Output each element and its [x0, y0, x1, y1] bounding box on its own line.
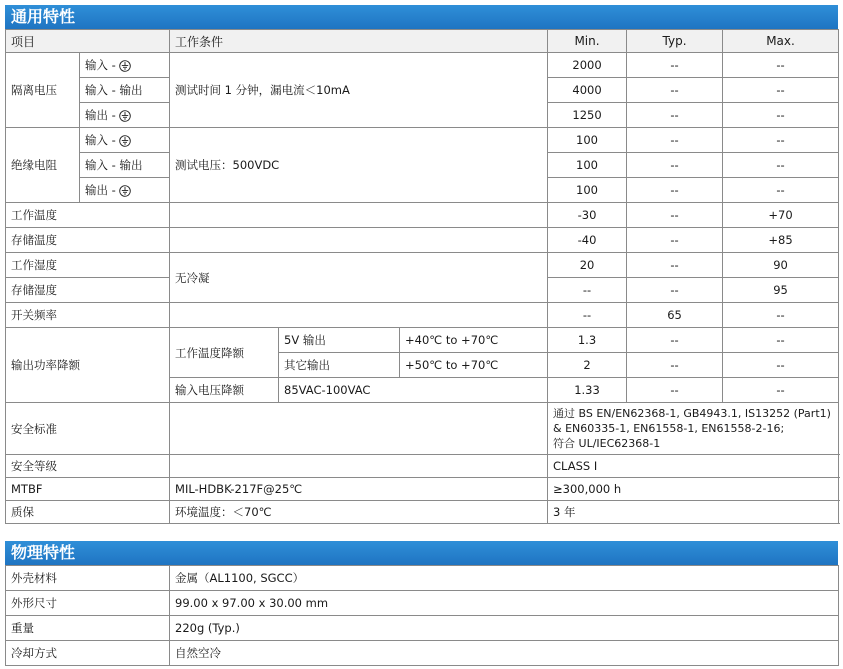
- safety-class-label: 安全等级: [6, 455, 170, 478]
- cell-max: --: [723, 53, 839, 78]
- table-row: [6, 616, 839, 641]
- cell-min: 100: [548, 178, 627, 203]
- table-row: [6, 455, 839, 478]
- derating-voltage-label: 输入电压降额: [170, 378, 279, 403]
- cell-max: --: [723, 128, 839, 153]
- physical-label: 外形尺寸: [6, 591, 170, 616]
- cell-min: 2000: [548, 53, 627, 78]
- st-temp-condition: [170, 228, 548, 253]
- ground-icon: [119, 135, 131, 147]
- mtbf-label: MTBF: [6, 478, 170, 501]
- switch-freq-label: 开关频率: [6, 303, 170, 328]
- st-temp-label: 存储温度: [6, 228, 170, 253]
- cell-max: --: [723, 378, 839, 403]
- ground-icon: [119, 60, 131, 72]
- warranty-value: 3 年: [548, 501, 839, 524]
- st-hum-label: 存储湿度: [6, 278, 170, 303]
- cell-typ: --: [627, 203, 723, 228]
- insulation-sub: 输入 -: [80, 128, 170, 153]
- cell-typ: --: [627, 53, 723, 78]
- safety-std-line: & EN60335-1, EN61558-1, EN61558-2-16;: [553, 422, 785, 435]
- cell-max: --: [723, 103, 839, 128]
- derating-label: 输出功率降额: [6, 328, 170, 403]
- general-section-title: 通用特性: [5, 5, 838, 29]
- table-row: [6, 203, 839, 228]
- cell-typ: --: [627, 228, 723, 253]
- isolation-sub: 输入 -: [80, 53, 170, 78]
- cell-min: --: [548, 278, 627, 303]
- cell-min: 1.33: [548, 378, 627, 403]
- physical-value: 220g (Typ.): [170, 616, 839, 641]
- insulation-sub: 输出 -: [80, 178, 170, 203]
- cell-min: 2: [548, 353, 627, 378]
- general-specs-table: [5, 29, 839, 524]
- cell-typ: --: [627, 253, 723, 278]
- physical-value: 自然空冷: [170, 641, 839, 666]
- table-row: [6, 403, 839, 455]
- insulation-label: 绝缘电阻: [6, 128, 80, 203]
- safety-std-value: [548, 403, 839, 455]
- physical-label: 重量: [6, 616, 170, 641]
- derating-output: 5V 输出: [279, 328, 400, 353]
- header-item: 项目: [6, 30, 170, 53]
- table-row: [6, 501, 839, 524]
- table-row: [6, 591, 839, 616]
- cell-typ: --: [627, 103, 723, 128]
- physical-label: 外壳材料: [6, 566, 170, 591]
- derating-range: +40℃ to +70℃: [400, 328, 548, 353]
- warranty-condition: 环境温度：＜70℃: [170, 501, 548, 524]
- op-hum-label: 工作湿度: [6, 253, 170, 278]
- physical-section-title: 物理特性: [5, 541, 838, 565]
- cell-min: -40: [548, 228, 627, 253]
- cell-min: 20: [548, 253, 627, 278]
- cell-typ: 65: [627, 303, 723, 328]
- insulation-sub: 输入 - 输出: [80, 153, 170, 178]
- isolation-label: 隔离电压: [6, 53, 80, 128]
- header-condition: 工作条件: [170, 30, 548, 53]
- derating-temp-label: 工作温度降额: [170, 328, 279, 378]
- table-row: [6, 228, 839, 253]
- table-row: [6, 303, 839, 328]
- cell-min: --: [548, 303, 627, 328]
- isolation-condition: 测试时间 1 分钟，漏电流＜10mA: [170, 53, 548, 128]
- cell-typ: --: [627, 353, 723, 378]
- cell-min: 4000: [548, 78, 627, 103]
- table-row: [6, 53, 839, 78]
- cell-max: --: [723, 153, 839, 178]
- table-header-row: [6, 30, 839, 53]
- cell-max: --: [723, 178, 839, 203]
- derating-output: 其它输出: [279, 353, 400, 378]
- cell-max: 90: [723, 253, 839, 278]
- safety-std-line: 符合 UL/IEC62368-1: [553, 437, 661, 450]
- cell-max: 95: [723, 278, 839, 303]
- cell-min: 100: [548, 153, 627, 178]
- physical-specs-table: [5, 565, 839, 666]
- cell-max: --: [723, 353, 839, 378]
- table-row: [6, 641, 839, 666]
- mtbf-condition: MIL-HDBK-217F@25℃: [170, 478, 548, 501]
- table-row: [6, 566, 839, 591]
- physical-value: 99.00 x 97.00 x 30.00 mm: [170, 591, 839, 616]
- cell-typ: --: [627, 128, 723, 153]
- cell-typ: --: [627, 178, 723, 203]
- op-temp-condition: [170, 203, 548, 228]
- safety-class-value: CLASS I: [548, 455, 839, 478]
- derating-range: +50℃ to +70℃: [400, 353, 548, 378]
- cell-max: +70: [723, 203, 839, 228]
- switch-freq-condition: [170, 303, 548, 328]
- header-max: Max.: [723, 30, 839, 53]
- cell-max: --: [723, 78, 839, 103]
- op-temp-label: 工作温度: [6, 203, 170, 228]
- cell-min: 100: [548, 128, 627, 153]
- cell-max: --: [723, 303, 839, 328]
- derating-voltage-range: 85VAC-100VAC: [279, 378, 548, 403]
- cell-typ: --: [627, 328, 723, 353]
- cell-typ: --: [627, 278, 723, 303]
- isolation-sub: 输入 - 输出: [80, 78, 170, 103]
- safety-std-condition: [170, 403, 548, 455]
- physical-value: 金属（AL1100, SGCC）: [170, 566, 839, 591]
- cell-typ: --: [627, 378, 723, 403]
- insulation-condition: 测试电压：500VDC: [170, 128, 548, 203]
- cell-typ: --: [627, 78, 723, 103]
- table-row: [6, 253, 839, 278]
- mtbf-value: ≥300,000 h: [548, 478, 839, 501]
- hum-condition: 无冷凝: [170, 253, 548, 303]
- table-row: [6, 328, 839, 353]
- safety-std-line: 通过 BS EN/EN62368-1, GB4943.1, IS13252 (Part1): [553, 407, 831, 420]
- header-typ: Typ.: [627, 30, 723, 53]
- isolation-sub: 输出 -: [80, 103, 170, 128]
- header-min: Min.: [548, 30, 627, 53]
- ground-icon: [119, 185, 131, 197]
- physical-label: 冷却方式: [6, 641, 170, 666]
- warranty-label: 质保: [6, 501, 170, 524]
- cell-min: 1250: [548, 103, 627, 128]
- table-row: [6, 128, 839, 153]
- cell-max: +85: [723, 228, 839, 253]
- table-row: [6, 478, 839, 501]
- cell-max: --: [723, 328, 839, 353]
- cell-min: -30: [548, 203, 627, 228]
- cell-min: 1.3: [548, 328, 627, 353]
- ground-icon: [119, 110, 131, 122]
- cell-typ: --: [627, 153, 723, 178]
- safety-std-label: 安全标准: [6, 403, 170, 455]
- safety-class-condition: [170, 455, 548, 478]
